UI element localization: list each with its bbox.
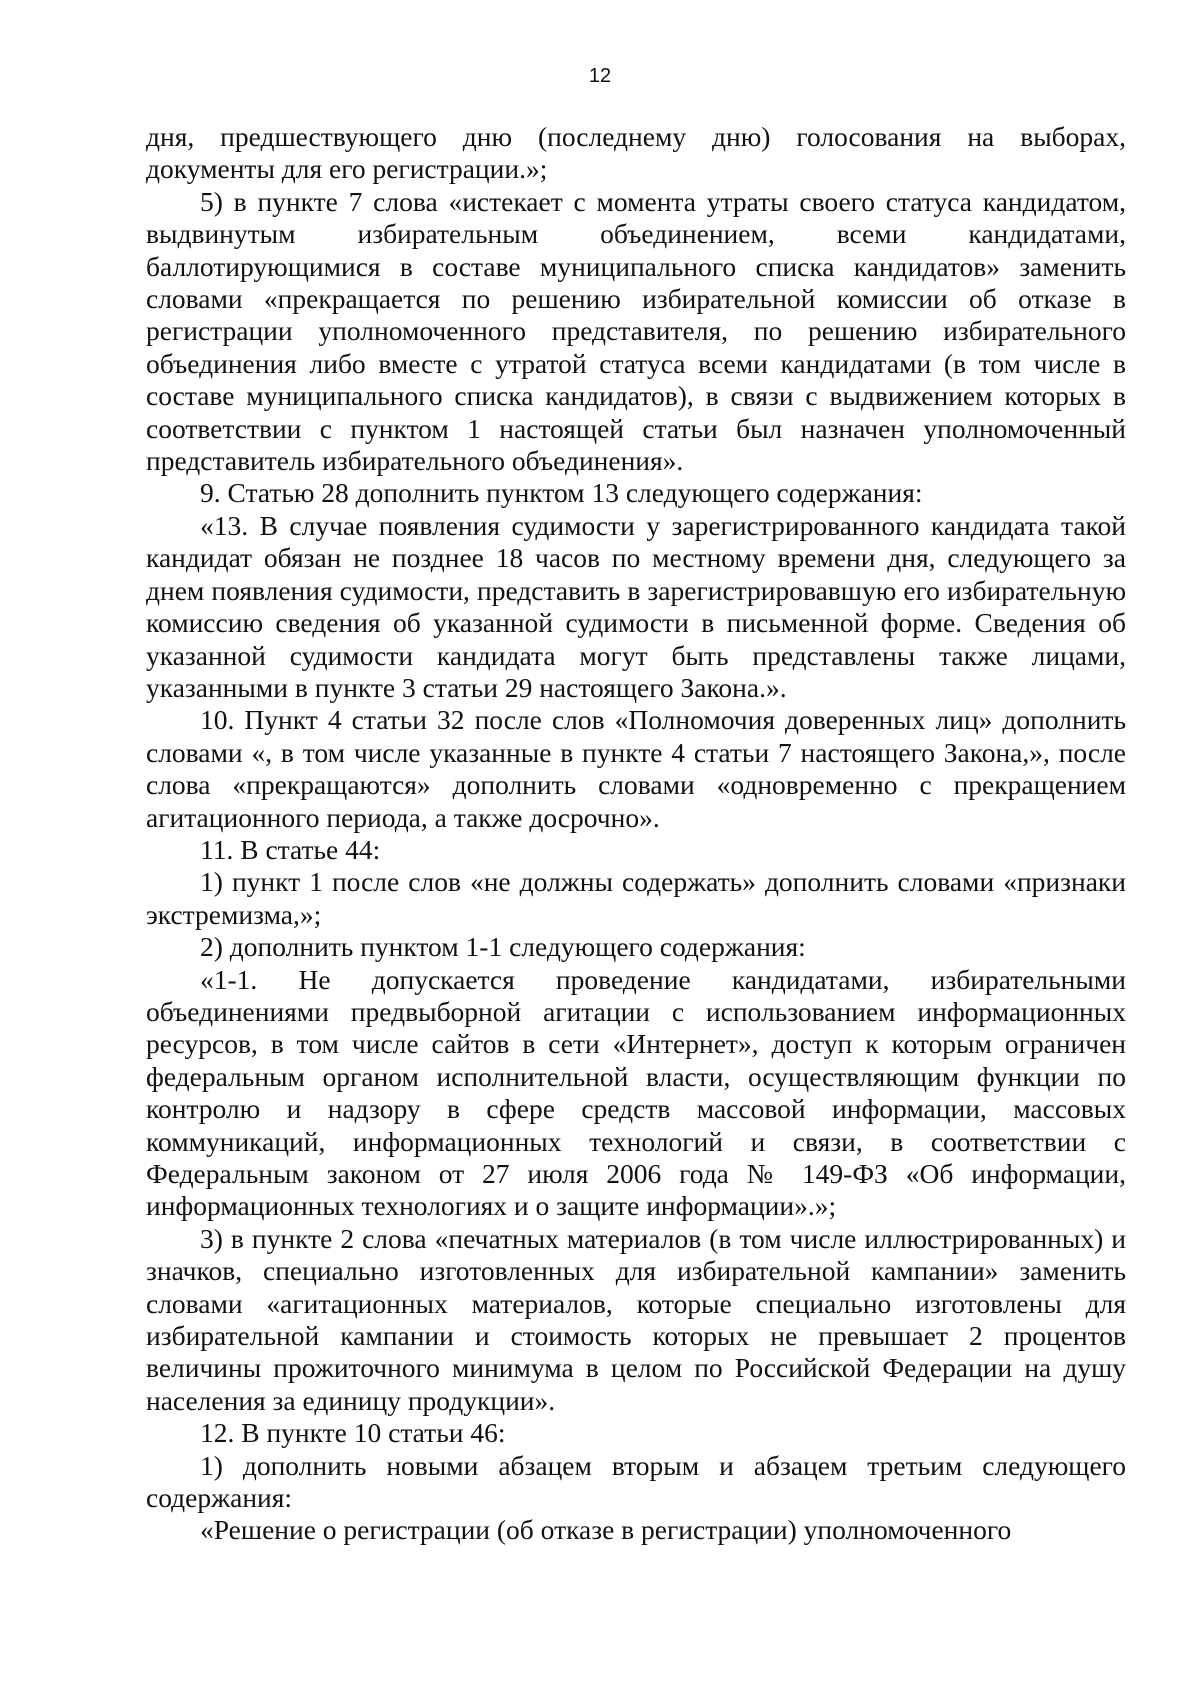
document-body	[146, 121, 1126, 1547]
paragraph-section-11: 11. В статье 44:	[200, 833, 381, 865]
paragraph-item-3: 3) в пункте 2 слова «печатных материалов (в том числе иллюстрированных) и значков, специально изготовленных для избирательной кампании» заменить словами «агитационных материалов, которые специально изготовлены для избирательной кампании и стоимость которых не превышает 2 процентов величины прожиточного минимума в целом по Российской Федерации на душу населения за единицу продукции».	[146, 1222, 1126, 1416]
paragraph-item-1: 1) пункт 1 после слов «не должны содержать» дополнить словами «признаки экстремизма,»;	[146, 866, 1126, 930]
paragraph-section-9: 9. Статью 28 дополнить пунктом 13 следующего содержания:	[200, 477, 923, 509]
paragraph-section-12: 12. В пункте 10 статьи 46:	[200, 1417, 506, 1449]
paragraph-section-10: 10. Пункт 4 статьи 32 после слов «Полномочия доверенных лиц» дополнить словами «, в том числе указанные в пункте 4 статьи 7 настоящего Закона,», после слова «прекращаются» дополнить словами «одновременно с прекращением агитационного периода, а также досрочно».	[146, 704, 1126, 833]
paragraph-item-2: 2) дополнить пунктом 1-1 следующего содержания:	[200, 931, 806, 963]
page-number: 12	[588, 65, 612, 87]
paragraph-item-5: 5) в пункте 7 слова «истекает с момента утраты своего статуса кандидатом, выдвинутым избирательным объединением, всеми кандидатами, баллотирующимися в составе муниципального списка кандидатов» заменить словами «прекращается по решению избирательной комиссии об отказе в регистрации уполномоченного представителя, по решению избирательного объединения либо вместе с утратой статуса всеми кандидатами (в том числе в составе муниципального списка кандидатов), в связи с выдвижением которых в соответствии с пунктом 1 настоящей статьи был назначен уполномоченный представитель избирательного объединения».	[146, 185, 1126, 477]
paragraph-quote-decision: «Решение о регистрации (об отказе в регистрации) уполномоченного	[200, 1514, 1012, 1546]
paragraph-continuation: дня, предшествующего дню (последнему дню) голосования на выборах, документы для его регистрации.»;	[146, 121, 1126, 185]
paragraph-quote-13: «13. В случае появления судимости у зарегистрированного кандидата такой кандидат обязан не позднее 18 часов по местному времени дня, следующего за днем появления судимости, представить в зарегистрировавшую его избирательную комиссию сведения об указанной судимости в письменной форме. Сведения об указанной судимости кандидата могут быть представлены также лицами, указанными в пункте 3 статьи 29 настоящего Закона.».	[146, 509, 1126, 703]
paragraph-quote-1-1: «1-1. Не допускается проведение кандидатами, избирательными объединениями предвыборной агитации с использованием информационных ресурсов, в том числе сайтов в сети «Интернет», доступ к которым ограничен федеральным органом исполнительной власти, осуществляющим функции по контролю и надзору в сфере средств массовой информации, массовых коммуникаций, информационных технологий и связи, в соответствии с Федеральным законом от 27 июля 2006 года № 149-ФЗ «Об информации, информационных технологиях и о защите информации».»;	[146, 963, 1126, 1222]
paragraph-item-1-section-12: 1) дополнить новыми абзацем вторым и абзацем третьим следующего содержания:	[146, 1449, 1126, 1514]
